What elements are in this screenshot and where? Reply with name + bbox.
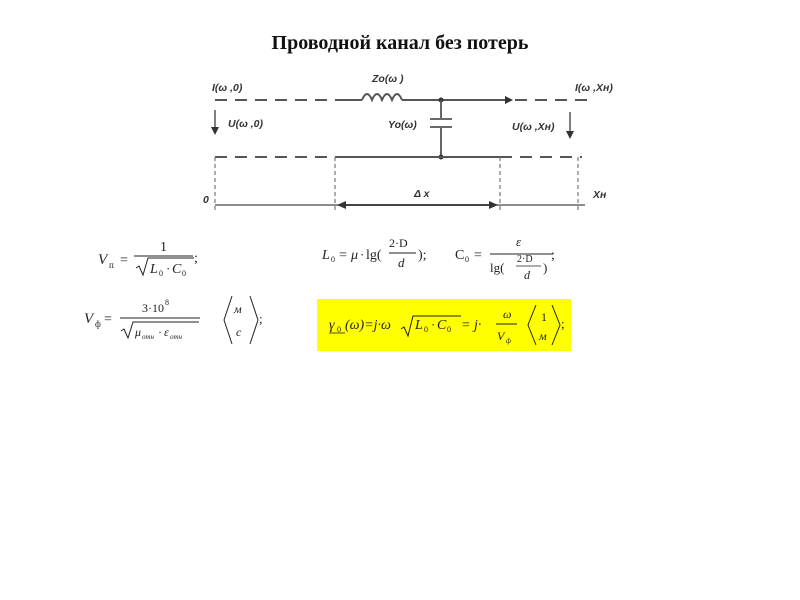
formula-phase-velocity <box>98 240 198 278</box>
l0-lhs: L <box>322 248 330 263</box>
gamma-numerator: ω <box>503 307 512 321</box>
c0-equals: = <box>474 248 482 263</box>
gamma-sub: 0 <box>337 325 341 334</box>
gamma-unit-numerator: 1 <box>541 310 547 324</box>
delta-arrow-left <box>337 201 346 209</box>
c0-semicolon: ; <box>551 248 555 263</box>
vp-lhs-sub: п <box>109 260 114 270</box>
gamma-root-l-sub: 0 <box>424 325 428 334</box>
vp-lhs: V <box>98 252 108 268</box>
vf-mu-sub: отн <box>142 333 155 341</box>
current-out-arrow <box>505 96 513 104</box>
c0-numerator: ε <box>516 234 522 249</box>
admittance-label: Yo(ω) <box>388 119 417 131</box>
impedance-label: Zo(ω ) <box>372 73 404 85</box>
formula-wave-velocity <box>84 296 263 344</box>
vp-numerator: 1 <box>160 240 167 255</box>
formula-propagation-constant <box>317 299 571 351</box>
current-out-label: I(ω ,Xн) <box>575 82 613 94</box>
voltage-in-arrow-head <box>211 127 219 135</box>
vf-numerator: 3·10 <box>142 301 164 315</box>
voltage-out-arrow-head <box>566 131 574 139</box>
gamma-denominator: V <box>497 329 505 343</box>
vp-den-l-sub: 0 <box>159 269 163 278</box>
l0-dot: · <box>360 247 365 262</box>
delta-x-label: Δ x <box>414 188 430 200</box>
c0-close: ) <box>543 260 548 275</box>
gamma-semicolon: ; <box>561 316 565 331</box>
gamma-denominator-sub: ф <box>506 337 511 345</box>
vf-eps: ε <box>164 325 169 339</box>
vf-mu: μ <box>135 325 142 339</box>
current-in-label: I(ω ,0) <box>212 82 243 94</box>
l0-lhs-sub: 0 <box>331 255 335 264</box>
vf-unit-bracket-left <box>224 296 232 344</box>
c0-lhs: C <box>455 248 465 263</box>
l0-close: ); <box>418 248 427 263</box>
vf-unit-numerator: м <box>234 302 242 316</box>
gamma-root-l: L <box>415 318 423 333</box>
c0-lg: lg( <box>490 260 505 275</box>
vf-dot: · <box>158 325 162 339</box>
vf-eps-sub: отн <box>170 333 183 341</box>
gamma-root-dot: · <box>431 317 436 332</box>
vf-lhs: V <box>84 311 94 327</box>
vp-semicolon: ; <box>194 251 198 266</box>
vp-den-c: C <box>172 262 182 277</box>
l0-numerator: 2·D <box>389 236 408 250</box>
vp-den-l: L <box>150 262 158 277</box>
end-label: Xн <box>593 189 607 201</box>
inductor-coil <box>362 94 402 100</box>
gamma-symbol: γ <box>329 318 335 333</box>
formula-capacitance <box>455 234 555 282</box>
vf-lhs-sub: ф <box>95 319 101 329</box>
page-title: Проводной канал без потерь <box>271 32 529 54</box>
vp-den-dot: · <box>166 261 171 276</box>
c0-lhs-sub: 0 <box>465 255 469 264</box>
c0-inner-numerator: 2·D <box>517 254 533 265</box>
gamma-root-c-sub: 0 <box>447 325 451 334</box>
voltage-in-label: U(ω ,0) <box>228 118 264 130</box>
gamma-root-c: C <box>437 318 447 333</box>
gamma-expr-left: (ω)=j·ω <box>345 318 391 333</box>
l0-equals: = <box>339 248 347 263</box>
gamma-expr-right: = j· <box>461 318 482 333</box>
vf-semicolon: ; <box>259 311 263 326</box>
vf-unit-denominator: с <box>236 325 242 339</box>
vf-exponent: 8 <box>165 298 169 307</box>
voltage-out-label: U(ω ,Xн) <box>512 121 555 133</box>
formula-inductance <box>321 236 427 270</box>
l0-mu: μ <box>351 248 359 263</box>
vf-equals: = <box>104 312 112 327</box>
l0-denominator: d <box>398 255 405 270</box>
origin-label: 0 <box>203 194 209 206</box>
vp-equals: = <box>120 253 128 268</box>
c0-inner-denominator: d <box>524 268 530 282</box>
l0-lg: lg( <box>366 248 382 263</box>
delta-arrow-right <box>489 201 498 209</box>
gamma-unit-denominator: м <box>539 329 547 343</box>
vp-den-c-sub: 0 <box>182 269 186 278</box>
vf-unit-bracket-right <box>250 296 258 344</box>
